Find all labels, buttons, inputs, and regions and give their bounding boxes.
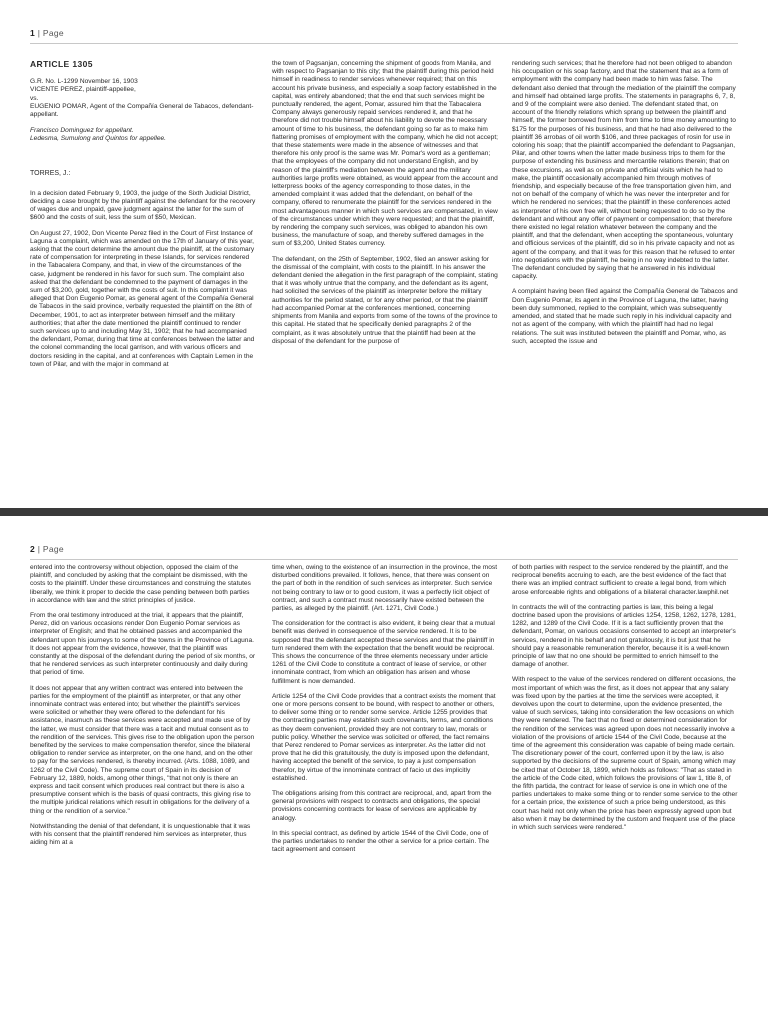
versus-line: vs. (30, 94, 39, 102)
text-column-1 (30, 564, 256, 855)
page-header (30, 544, 64, 554)
paragraph: On August 27, 1902, Don Vicente Perez filed in the Court of First Instance of Laguna a complaint, which was amended on the 17th of January of this year, asking that the court determine the amount due the plaintiff, at the customary rate of compensation for interpreting in these Islands, for services rendered in the Tabacalera Company, and that, in view of the circumstances of the case, judgment be rendered in his favor for such sum. The complaint also asked that the defendant be condemned to the payment of damages in the sum of $3,200, gold, together with the costs of suit. In this complaint it was alleged that Don Eugenio Pomar, as general agent of the Compañía General de Tabacos in the said province, verbally requested the plaintiff on the 8th of December, 1901, to act as interpreter between himself and the military authorities; that after the date mentioned the plaintiff continued to render such services up to and including May 31, 1902; that he had accompanied the defendant, Pomar, during that time at conferences between the latter and the colonel commanding the local garrison, and with various officers and doctors residing in the capital, and at conferences with Captain Lemen in the town of Pilar, and with the major in command at (30, 229, 255, 368)
paragraph: of both parties with respect to the service rendered by the plaintiff, and the reciprocal benefits accruing to each, are the best evidence of the fact that there was an implied contract sufficient to create a legal bond, from which arose enforceable rights and obligations of a bilateral character.lawphil.net (512, 564, 729, 596)
text-column-3 (512, 60, 738, 353)
page-number: 1 (30, 28, 36, 38)
paragraph: In a decision dated February 9, 1903, the judge of the Sixth Judicial District, deciding a case brought by the plaintiff against the defendant for the recovery of wages due and unpaid, gave judgment against the latter for the sum of $600 and the costs of suit, less the sum of $50, Mexican. (30, 189, 256, 222)
paragraph: Article 1254 of the Civil Code provides that a contract exists the moment that one or more persons consent to be bound, with respect to another or others, to deliver some thing or to render some service. Article 1255 provides that the contracting parties may establish such covenants, terms, and conditions as they deem convenient, provided they are not contrary to law, morals or public policy. Whether the service was solicited or offered, the fact remains that Perez rendered to Pomar services as interpreter. As the latter did not prove that he did this gratuitously, the duty is imposed upon the defendant, having accepted the benefit of the service, to pay a just compensation therefor, by virtue of the innominate contract of facio ut des implicitly established. (272, 692, 496, 782)
header-divider (30, 559, 738, 560)
text-column-2 (272, 564, 498, 862)
page-label: | Page (37, 28, 64, 38)
paragraph: In this special contract, as defined by article 1544 of the Civil Code, one of the parties undertakes to render the other a service for a price certain. The tacit agreement and consent (272, 829, 490, 854)
paragraph: It does not appear that any written contract was entered into between the parties for the employment of the plaintiff as interpreter, or that any other innominate contract was entered into; but whether the plaintiff's services were solicited or whether they were offered to the defendant for his assistance, inasmuch as these services were accepted and made use of by the latter, we must consider that there was a tacit and mutual consent as to the rendition of the services. This gives rise to the obligation upon the person benefited by the services to make compensation therefor, since the bilateral obligation to render service as interpreter, on the one hand, and on the other to pay for the services rendered, is thereby incurred. (Arts. 1088, 1089, and 1262 of the Civil Code). The supreme court of Spain in its decision of February 12, 1889, holds, among other things, "that not only is there an express and tacit consent which produces real contract but there is also a presumptive consent which is the basis of quasi contracts, this giving rise to the multiple juridical relations which result in obligations for the delivery of a thing or the rendition of a service." (30, 684, 255, 815)
appellee-counsel: Ledesma, Sumulong and Quintos for appellee. (30, 135, 166, 143)
case-number: G.R. No. L-1299 November 16, 1903 (30, 78, 138, 86)
paragraph: The obligations arising from this contract are reciprocal, and, apart from the general provisions with respect to contracts and obligations, the special provisions concerning contracts for lease of services are applicable by analogy. (272, 790, 492, 822)
paragraph: the town of Pagsanjan, concerning the shipment of goods from Manila, and with respect to Pagsanjan to this city; that the plaintiff during this period held himself in readiness to render services whenever required; that on this account his private business, and especially a soap factory established in the capital, was entirely abandoned; that the end that such services might be punctually rendered, the agent, Pomar, assured him that the Tabacalera Company always generously repaid services rendered it, and that he therefore did not trouble himself about his liability to devote the necessary amount of time to his business, the defendant going so far as to make him flattering promises of employment with the company, which he did not accept; that these statements were made in the absence of witnesses and that therefore his only proof is the same was Mr. Pomar's word as a gentleman; that the employees of the company did not understand English, and by reason of the plaintiff's mediation between the agent and the military authorities large profits were obtained, as would appear from the account and letterpress books of the agency corresponding to those dates, in the amended complaint it was added that the defendant, on behalf of the company, offered to renumerate the plaintiff for the services rendered in the most advantageous manner in which such services are compensated, in view of the circumstances under which they were requested; and that the plaintiff, by rendering the company such services, was obliged to abandon his own business, the manufacture of soap, and thereby suffered damages in the sum of $3,200, United States currency. (272, 60, 499, 248)
ponente: TORRES, J.: (30, 169, 71, 177)
paragraph: entered into the controversy without objection, opposed the claim of the plaintiff, and concluded by asking that the complaint be dismissed, with the costs to the plaintiff. Under these circumstances and construing the statutes liberally, we think it proper to decide the case pending between both parties in accordance with law and the strict principles of justice. (30, 564, 251, 604)
page-label: | Page (37, 544, 64, 554)
paragraph: In contracts the will of the contracting parties is law, this being a legal doctrine based upon the provisions of articles 1254, 1258, 1262, 1278, 1281, 1282, and 1289 of the Civil Code. If it is a fact sufficiently proven that the defendant, Pomar, on various occasions consented to accept an interpreter's services, rendered in his behalf and not gratuitously, it is but just that he should pay a reasonable remuneration therefor, because it is a well-known principle of law that no one should be permitted to enrich himself to the damage of another. (512, 603, 736, 669)
paragraph: time when, owing to the existence of an insurrection in the province, the most disturbed conditions prevailed. It follows, hence, that there was consent on the part of both in the rendition of such services as interpreter. Such service not being contrary to law or to good custom, it was a perfectly licit object of contract, and such a contract must necessarily have existed between the parties, as alleged by the plaintiff. (Art. 1271, Civil Code.) (272, 564, 498, 613)
header-divider (30, 43, 738, 44)
paragraph: Notwithstanding the denial of that defendant, it is unquestionable that it was with his consent that the plaintiff rendered him services as interpreter, thus aiding him at a (30, 822, 251, 847)
paragraph: The defendant, on the 25th of September, 1902, filed an answer asking for the dismissal of the complaint, with costs to the plaintiff. In his answer the defendant denied the allegation in the first paragraph of the complaint, stating that it was wholly untrue that the company, and the defendant as its agent, had solicited the services of the plaintiff as interpreter before the military authorities for the period stated, or for any other period, or that the plaintiff had accompanied Pomar at the conferences mentioned, concerning shipments from Manila and exports from some of the towns of the province to this capital. He stated that he specifically denied paragraphs 2 of the complaint, as it was absolutely untrue that the plaintiff had been at the disposal of the defendant for the purpose of (272, 255, 498, 345)
paragraph: The consideration for the contract is also evident, it being clear that a mutual benefit was derived in consequence of the service rendered. It is to be supposed that the defendant accepted these services and that the plaintiff in turn rendered them with the expectation that the benefit would be reciprocal. This shows the concurrence of the three elements necessary under article 1261 of the Civil Code to constitute a contract of lease of service, or other innominate contract, from which an obligation has arisen and whose fulfillment is now demanded. (272, 620, 495, 685)
paragraph: With respect to the value of the services rendered on different occasions, the most important of which was the first, as it does not appear that any salary was fixed upon by the parties at the time the services were accepted, it devolves upon the court to determine, upon the evidence presented, the value of such services, taking into consideration the few occasions on which they were rendered. The fact that no fixed or determined consideration for the rendition of the services was agreed upon does not necessarily involve a violation of the provisions of article 1544 of the Civil Code, because at the time of the agreement this consideration was capable of being made certain. The discretionary power of the court, conferred upon it by the law, is also supported by the decisions of the supreme court of Spain, among which may be cited that of October 18, 1899, which holds as follows: "That as stated in the article of the Code cited, which follows the provisions of law 1, title 8, of the fifth partida, the contract for lease of service is one in which one of the parties undertakes to make some thing or to render some service to the other for a certain price, the existence of such a price being understood, as this court has held not only when the price has been expressly agreed upon but also when it may be determined by the custom and frequent use of the place in which such services were rendered." (512, 676, 738, 832)
page-number: 2 (30, 544, 36, 554)
paragraph: From the oral testimony introduced at the trial, it appears that the plaintiff, Perez, did on various occasions render Don Eugenio Pomar services as interpreter of English; and that he obtained passes and accompanied the defendant upon his journeys to some of the towns in the Province of Laguna. It does not appear from the evidence, however, that the plaintiff was constantly at the disposal of the defendant during the period of six months, or that he rendered services as such interpreter continuously and daily during that period of time. (30, 612, 256, 677)
plaintiff-line: VICENTE PEREZ, plaintiff-appellee, (30, 86, 136, 94)
text-column-1 (30, 60, 256, 376)
text-column-3 (512, 564, 738, 839)
appellant-counsel: Francisco Dominguez for appellant. (30, 127, 134, 135)
article-title: ARTICLE 1305 (30, 59, 93, 69)
document-page-1 (0, 0, 768, 508)
page-header (30, 28, 64, 38)
document-page-2 (0, 516, 768, 1024)
case-caption (30, 78, 256, 119)
counsel-block (30, 127, 256, 143)
paragraph: rendering such services; that he therefore had not been obliged to abandon his occupation or his soap factory, and that the statement that as a form of employment with the company had been made to him was false. The defendant also denied that through the mediation of the plaintiff the company and himself had obtained large profits. The statements in paragraphs 6, 7, 8, and 9 of the complaint were also denied. The defendant stated that, on account of the friendly relations which sprang up between the plaintiff and himself, the former borrowed from him from time to time money amounting to $175 for the purposes of his business, and that he had also delivered to the plaintiff 36 arrobas of oil worth $106, and three packages of rosin for use in coloring his soap; that the plaintiff accompanied the defendant to Pagsanjan, Pilar, and other towns when the latter made business trips to them for the purpose of extending his business and mercantile relations therein; that on these excursions, as well as on private and official visits which he had to make, the plaintiff occasionally accompanied him through motives of friendship, and especially because of the free transportation given him, and not on behalf of the company of which he was never the interpreter and for which he rendered no services; that the plaintiff in these conferences acted as interpreter of his own free will, without being requested to do so by the defendant and without any offer of payment or compensation; that therefore there existed no legal relation whatever between the company and the plaintiff, and that the defendant, when accepting the spontaneous, voluntary and officious services of the plaintiff, did so in his private capacity and not as agent of the company, and that it was for this reason that he refused to enter into negotiations with the plaintiff, he being in no way indebted to the latter. The defendant concluded by saying that he answered in his individual capacity. (512, 60, 736, 281)
defendant-line: EUGENIO POMAR, Agent of the Compañía General de Tabacos, defendant-appellant. (30, 102, 254, 119)
text-column-2 (272, 60, 498, 353)
paragraph: A complaint having been filed against the Compañía General de Tabacos and Don Eugenio Pomar, its agent in the Province of Laguna, the latter, having been duly summoned, replied to the complaint, which was subsequently amended, and stated that he made such reply in his individual capacity and not as agent of the company, with which the plaintiff had had no legal relations. The suit was instituted between the plaintiff and Pomar, who, as such, accepted the issue and (512, 288, 738, 345)
